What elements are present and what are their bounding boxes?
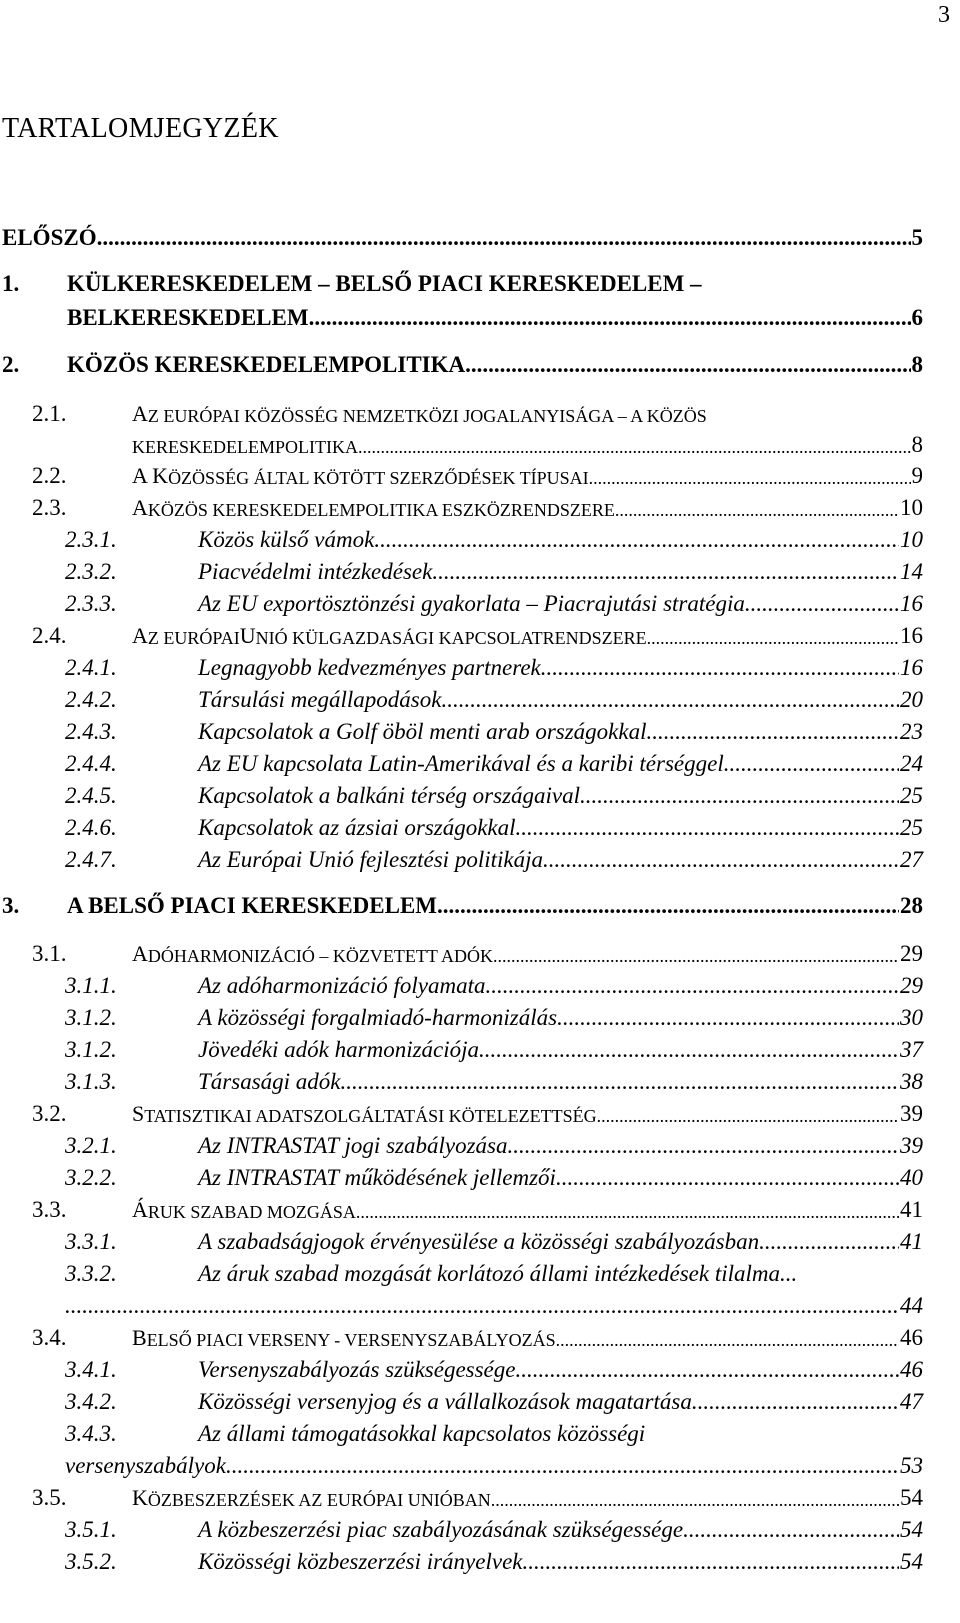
toc-entry-label-initial: B	[132, 1325, 147, 1350]
toc-entry-label-initial: A	[132, 623, 148, 648]
toc-entry-label: KÖZÖS KERESKEDELEMPOLITIKA ESZKÖZRENDSZERE	[147, 500, 615, 520]
toc-entry-number: 2.2.	[32, 463, 67, 488]
dot-leader	[486, 973, 900, 999]
toc-entry-label-initial: A	[132, 495, 148, 520]
toc-entry-label: Az INTRASTAT jogi szabályozása	[198, 1133, 508, 1158]
toc-entry-page: 25	[900, 783, 923, 808]
dot-leader	[597, 1106, 899, 1127]
toc-entry-number: 2.3.2.	[65, 559, 117, 584]
toc-entry-page: 24	[900, 751, 923, 776]
dot-leader	[507, 1133, 899, 1159]
toc-entry-label: Az állami támogatásokkal kapcsolatos közösségi	[198, 1421, 646, 1446]
toc-entry-label-initial: Á	[132, 1197, 148, 1222]
toc-entry-number: 3.5.	[32, 1485, 67, 1510]
toc-entry-page: 9	[911, 463, 923, 488]
toc-entry-label: ÖZBESZERZÉSEK AZ EURÓPAI UNIÓBAN	[147, 1490, 491, 1510]
toc-entry-number: 2.4.1.	[65, 655, 117, 680]
toc-entry-page: 39	[900, 1133, 923, 1158]
toc-entry-label: Piacvédelmi intézkedések	[198, 559, 433, 584]
toc-entry-page: 23	[900, 719, 923, 744]
toc-entry-label: Jövedéki adók harmonizációja	[198, 1037, 480, 1062]
dot-leader	[745, 591, 899, 617]
toc-entry-label: TATISZTIKAI ADATSZOLGÁLTATÁSI KÖTELEZETTSÉG	[144, 1106, 597, 1126]
dot-leader	[358, 437, 911, 458]
toc-entry-number: 2.3.3.	[65, 591, 117, 616]
toc-entry-number: 3.4.1.	[65, 1357, 117, 1382]
toc-entry-page: 28	[900, 893, 923, 918]
toc-entry-label-initial: U	[239, 623, 256, 648]
toc-entry-page: 44	[900, 1293, 923, 1318]
toc-entry-label: Az adóharmonizáció folyamata	[198, 973, 486, 998]
toc-entry-number: 3.2.2.	[65, 1165, 117, 1190]
toc-entry-page: 37	[900, 1037, 923, 1062]
toc-entry-page: 54	[900, 1485, 923, 1510]
toc-entry-label: Az Európai Unió fejlesztési politikája	[198, 847, 543, 872]
toc-entry-label: Kapcsolatok a balkáni térség országaival	[198, 783, 581, 808]
toc-entry-page: 40	[900, 1165, 923, 1190]
toc-entry-label: KERESKEDELEMPOLITIKA	[132, 437, 358, 457]
dot-leader	[646, 719, 899, 745]
dot-leader	[541, 655, 899, 681]
toc-entry-label: versenyszabályok	[65, 1453, 226, 1478]
dot-leader	[647, 628, 899, 649]
toc-entry-page: 14	[900, 559, 923, 584]
toc-entry-label-initial: A K	[132, 463, 169, 488]
dot-leader	[523, 1549, 900, 1575]
dot-leader	[65, 1293, 899, 1319]
dot-leader	[374, 527, 899, 553]
dot-leader	[692, 1389, 899, 1415]
toc-entry-page: 29	[900, 973, 923, 998]
toc-entry-label: Az áruk szabad mozgását korlátozó állami intézkedések tilalma...	[198, 1261, 798, 1286]
toc-entry-number: 3.2.1.	[65, 1133, 117, 1158]
toc-entry-label: Társasági adók	[198, 1069, 341, 1094]
toc-entry-label: Az INTRASTAT működésének jellemzői	[198, 1165, 556, 1190]
toc-entry-label: RUK SZABAD MOZGÁSA	[147, 1202, 356, 1222]
toc-entry-number: 3.5.2.	[65, 1549, 117, 1574]
toc-entry-label: Közösségi versenyjog és a vállalkozások magatartása	[198, 1389, 692, 1414]
toc-entry-label-initial: A	[132, 401, 148, 426]
toc-entry-label: Az EU exportösztönzési gyakorlata – Piacrajutási stratégia	[198, 591, 745, 616]
dot-leader	[556, 1165, 899, 1191]
toc-entry-page: 39	[900, 1101, 923, 1126]
dot-leader	[226, 1453, 899, 1479]
dot-leader	[341, 1069, 900, 1095]
toc-entry-number: 3.1.1.	[65, 973, 117, 998]
toc-entry-number: 3.5.1.	[65, 1517, 117, 1542]
dot-leader	[493, 946, 899, 967]
toc-entry-page: 47	[900, 1389, 923, 1414]
toc-entry-page: 8	[911, 432, 923, 457]
toc-entry-label: Társulási megállapodások	[198, 687, 442, 712]
toc-entry-label: A közösségi forgalmiadó-harmonizálás	[198, 1005, 558, 1030]
toc-entry-label: NIÓ KÜLGAZDASÁGI KAPCSOLATRENDSZERE	[255, 628, 647, 648]
toc-entry-number: 3.1.	[32, 941, 67, 966]
toc-entry-number: 2.4.6.	[65, 815, 117, 840]
toc-entry-page: 30	[900, 1005, 923, 1030]
toc-entry-label: ELŐSZÓ	[2, 225, 97, 250]
page-number: 3	[938, 2, 950, 28]
toc-entry-page: 20	[900, 687, 923, 712]
toc-entry-number: 2.3.	[32, 495, 67, 520]
dot-leader	[314, 305, 910, 331]
toc-entry-label: KÜLKERESKEDELEM – BELSŐ PIACI KERESKEDELEM –	[67, 271, 702, 296]
toc-entry-number: 3.4.	[32, 1325, 67, 1350]
toc-entry-page: 29	[900, 941, 923, 966]
dot-leader	[615, 500, 899, 521]
dot-leader	[759, 1229, 899, 1255]
toc-entry-number: 2.4.2.	[65, 687, 117, 712]
dot-leader	[465, 352, 910, 378]
toc-entry-label: Az EU kapcsolata Latin-Amerikával és a karibi térséggel	[198, 751, 724, 776]
dot-leader	[432, 559, 899, 585]
toc-entry-number: 2.4.	[32, 623, 67, 648]
dot-leader	[97, 225, 911, 251]
dot-leader	[437, 893, 899, 919]
toc-entry-label: Kapcsolatok a Golf öböl menti arab országokkal	[198, 719, 647, 744]
toc-entry-page: 54	[900, 1517, 923, 1542]
dot-leader	[516, 815, 899, 841]
toc-entry-number: 3.3.1.	[65, 1229, 117, 1254]
toc-entry-page: 8	[911, 352, 923, 377]
toc-entry-number: 2.3.1.	[65, 527, 117, 552]
toc-entry-page: 46	[900, 1357, 923, 1382]
dot-leader	[441, 687, 899, 713]
dot-leader	[556, 1330, 899, 1351]
toc-entry-page: 41	[900, 1197, 923, 1222]
toc-entry-number: 3.3.2.	[65, 1261, 117, 1286]
dot-leader	[543, 847, 899, 873]
dot-leader	[515, 1357, 899, 1383]
toc-entry-number: 3.1.2.	[65, 1037, 117, 1062]
toc-entry-page: 25	[900, 815, 923, 840]
toc-entry-page: 10	[900, 527, 923, 552]
toc-entry-page: 54	[900, 1549, 923, 1574]
toc-entry-label: ELSŐ PIACI VERSENY - VERSENYSZABÁLYOZÁS	[146, 1330, 556, 1350]
page-title: TARTALOMJEGYZÉK	[2, 113, 279, 144]
toc-entry-label: A BELSŐ PIACI KERESKEDELEM	[67, 893, 438, 918]
toc-entry-number: 2.1.	[32, 401, 67, 426]
toc-entry-page: 38	[900, 1069, 923, 1094]
toc-entry-page: 10	[900, 495, 923, 520]
toc-entry-page: 6	[911, 305, 923, 330]
toc-entry-label: Kapcsolatok az ázsiai országokkal	[198, 815, 516, 840]
toc-entry-number: 3.4.3.	[65, 1421, 117, 1446]
dot-leader	[683, 1517, 899, 1543]
toc-entry-number: 3.1.3.	[65, 1069, 117, 1094]
toc-entry-label: A szabadságjogok érvényesülése a közösségi szabályozásban	[198, 1229, 760, 1254]
toc-entry-label: A közbeszerzési piac szabályozásának szükségessége	[198, 1517, 684, 1542]
toc-entry-label: Versenyszabályozás szükségessége	[198, 1357, 516, 1382]
toc-entry-number: 2.4.5.	[65, 783, 117, 808]
dot-leader	[724, 751, 899, 777]
toc-entry-number: 3.1.2.	[65, 1005, 117, 1030]
toc-entry-number: 2.4.3.	[65, 719, 117, 744]
dot-leader	[580, 783, 899, 809]
dot-leader	[356, 1202, 899, 1223]
toc-entry-number: 3.	[2, 893, 20, 918]
toc-entry-page: 16	[900, 591, 923, 616]
toc-entry-number: 2.	[2, 352, 20, 377]
toc-entry-label-initial: S	[132, 1101, 145, 1126]
toc-entry-number: 3.3.	[32, 1197, 67, 1222]
toc-entry-number: 1.	[2, 271, 20, 296]
toc-entry-label-initial: K	[132, 1485, 148, 1510]
toc-entry-page: 16	[900, 655, 923, 680]
toc-entry-number: 2.4.4.	[65, 751, 117, 776]
toc-entry-label: Z EURÓPAI	[147, 628, 240, 648]
toc-entry-label-initial: A	[132, 941, 148, 966]
dot-leader	[491, 1490, 899, 1511]
toc-entry-label: Közösségi közbeszerzési irányelvek	[198, 1549, 523, 1574]
toc-entry-label: Közös külső vámok	[198, 527, 375, 552]
toc-entry-number: 3.2.	[32, 1101, 67, 1126]
dot-leader	[479, 1037, 899, 1063]
toc-entry-page: 46	[900, 1325, 923, 1350]
toc-entry-number: 2.4.7.	[65, 847, 117, 872]
toc-entry-label: Legnagyobb kedvezményes partnerek	[198, 655, 541, 680]
toc-entry-page: 5	[911, 225, 923, 250]
toc-entry-number: 3.4.2.	[65, 1389, 117, 1414]
dot-leader	[557, 1005, 899, 1031]
toc-entry-label: Z EURÓPAI KÖZÖSSÉG NEMZETKÖZI JOGALANYISÁGA – A KÖZÖS	[147, 406, 707, 426]
toc-entry-page: 16	[900, 623, 923, 648]
toc-entry-page: 27	[900, 847, 923, 872]
toc-entry-page: 53	[900, 1453, 923, 1478]
toc-entry-page: 41	[900, 1229, 923, 1254]
toc-entry-label: DÓHARMONIZÁCIÓ – KÖZVETETT ADÓK	[147, 946, 494, 966]
toc-entry-label: KÖZÖS KERESKEDELEMPOLITIKA	[67, 352, 466, 377]
toc-entry-label: BELKERESKEDELEM.	[67, 305, 315, 330]
dot-leader	[589, 468, 911, 489]
toc-entry-label: ÖZÖSSÉG ÁLTAL KÖTÖTT SZERZŐDÉSEK TÍPUSAI	[168, 468, 589, 488]
